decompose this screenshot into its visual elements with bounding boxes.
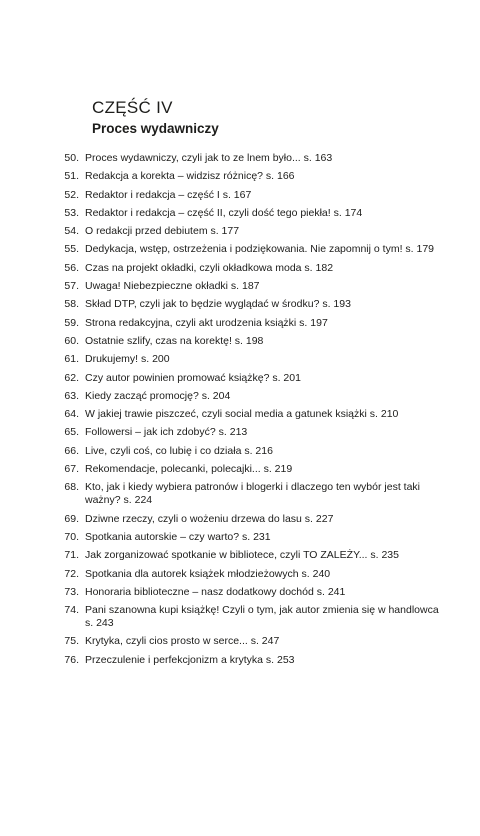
toc-entry-title: Uwaga! Niebezpieczne okładki s. 187: [85, 280, 260, 293]
toc-entry-title: Followersi – jak ich zdobyć? s. 213: [85, 426, 248, 439]
toc-entry: [40, 426, 440, 439]
toc-entry: [40, 317, 440, 330]
toc-entry-number: 51.: [64, 170, 79, 183]
part-header: [92, 98, 219, 138]
toc-entry-title: Czas na projekt okładki, czyli okładkowa moda s. 182: [85, 261, 334, 274]
toc-entry: [40, 635, 440, 648]
toc-entry: [40, 408, 440, 421]
toc-entry: [40, 353, 440, 366]
part-number: CZĘŚĆ IV: [92, 98, 173, 117]
toc-entry: [40, 586, 440, 599]
toc-entry-title: Strona redakcyjna, czyli akt urodzenia książki s. 197: [85, 316, 328, 329]
toc-entry: [40, 280, 440, 293]
toc-entry-number: 61.: [64, 353, 79, 366]
toc-entry-number: 69.: [64, 512, 79, 525]
toc-entry: [40, 225, 440, 238]
toc-entry-title: Dziwne rzeczy, czyli o wożeniu drzewa do lasu s. 227: [85, 512, 334, 525]
toc-entry-number: 62.: [64, 371, 79, 384]
toc-entry-title: Kiedy zacząć promocję? s. 204: [85, 389, 231, 402]
toc-entry-title: Spotkania autorskie – czy warto? s. 231: [85, 530, 271, 543]
toc-entry-number: 53.: [64, 206, 79, 219]
toc-entry-title: Drukujemy! s. 200: [85, 353, 170, 366]
toc-entry-title: Krytyka, czyli cios prosto w serce... s. 247: [85, 635, 280, 648]
toc-entry: [40, 463, 440, 476]
toc-entry: [40, 481, 440, 507]
toc-entry: [40, 604, 440, 630]
toc-entry: [40, 654, 440, 667]
toc-entry-number: 57.: [64, 280, 79, 293]
toc-entry-number: 60.: [64, 334, 79, 347]
toc-entry-number: 73.: [64, 585, 79, 598]
toc-entry-number: 55.: [64, 243, 79, 256]
toc-entry-number: 67.: [64, 463, 79, 476]
toc-entry-number: 63.: [64, 389, 79, 402]
toc-entry-title: Czy autor powinien promować książkę? s. 201: [85, 371, 301, 384]
toc-entry-number: 59.: [64, 316, 79, 329]
toc-entry-number: 50.: [64, 152, 79, 164]
toc-entry-title: Spotkania dla autorek książek młodzieżowych s. 240: [85, 567, 331, 580]
toc-entry: [40, 568, 440, 581]
toc-entry-title: Ostatnie szlify, czas na korektę! s. 198: [85, 334, 264, 347]
toc-entry-title: Redakcja a korekta – widzisz różnicę? s. 166: [85, 170, 295, 183]
toc-entry-title: Przeczulenie i perfekcjonizm a krytyka s. 253: [85, 653, 295, 666]
toc-entry-number: 65.: [64, 426, 79, 439]
toc-entry: [40, 531, 440, 544]
toc-entry-number: 71.: [64, 549, 79, 562]
part-title: Proces wydawniczy: [92, 121, 219, 136]
toc-entry-title: Rekomendacje, polecanki, polecajki... s. 219: [85, 463, 293, 476]
toc-entry-number: 64.: [64, 408, 79, 421]
toc-entry: [40, 335, 440, 348]
toc-entry-number: 58.: [64, 298, 79, 311]
toc-entry-title: Kto, jak i kiedy wybiera patronów i blogerki i dlaczego ten wybór jest taki ważny? s. 224: [85, 481, 420, 507]
toc-entry-number: 72.: [64, 567, 79, 580]
toc-entry-number: 76.: [64, 653, 79, 666]
toc-entry-number: 75.: [64, 635, 79, 648]
toc-entry-title: Dedykacja, wstęp, ostrzeżenia i podziękowania. Nie zapomnij o tym! s. 179: [85, 243, 435, 256]
toc-entry-title: O redakcji przed debiutem s. 177: [85, 225, 240, 238]
toc-entry-number: 52.: [64, 188, 79, 201]
toc-entry: [40, 390, 440, 403]
toc-entry-title: Jak zorganizować spotkanie w bibliotece, czyli TO ZALEŻY... s. 235: [85, 549, 399, 562]
toc-entry: [40, 207, 440, 220]
toc-entry-title: Redaktor i redakcja – część I s. 167: [85, 188, 252, 201]
toc-entry: [40, 243, 440, 256]
toc-entry-number: 54.: [64, 225, 79, 238]
toc-entry-number: 56.: [64, 261, 79, 274]
toc-entry-title: Honoraria biblioteczne – nasz dodatkowy dochód s. 241: [85, 585, 346, 598]
toc-entry-number: 68.: [64, 481, 79, 494]
toc-entry-number: 66.: [64, 444, 79, 457]
toc-entry: [40, 549, 440, 562]
toc-entry-number: 70.: [64, 530, 79, 543]
toc-entry-title: Skład DTP, czyli jak to będzie wyglądać w środku? s. 193: [85, 298, 351, 311]
toc-entry: [40, 262, 440, 275]
table-of-contents: [40, 152, 440, 672]
toc-entry: [40, 170, 440, 183]
toc-entry-title: Live, czyli coś, co lubię i co działa s. 216: [85, 444, 273, 457]
toc-entry: [40, 372, 440, 385]
toc-entry-number: 74.: [64, 604, 79, 617]
toc-entry: [40, 298, 440, 311]
toc-entry: [40, 189, 440, 202]
toc-entry: [40, 513, 440, 526]
toc-entry-title: W jakiej trawie piszczeć, czyli social media a gatunek książki s. 210: [85, 408, 399, 421]
toc-entry-title: Redaktor i redakcja – część II, czyli dość tego piekła! s. 174: [85, 206, 363, 219]
toc-entry-title: Pani szanowna kupi książkę! Czyli o tym, jak autor zmienia się w handlowca s. 243: [85, 604, 439, 630]
toc-entry-title: Proces wydawniczy, czyli jak to ze lnem było... s. 163: [85, 152, 333, 164]
toc-entry: [40, 152, 440, 165]
toc-entry: [40, 445, 440, 458]
